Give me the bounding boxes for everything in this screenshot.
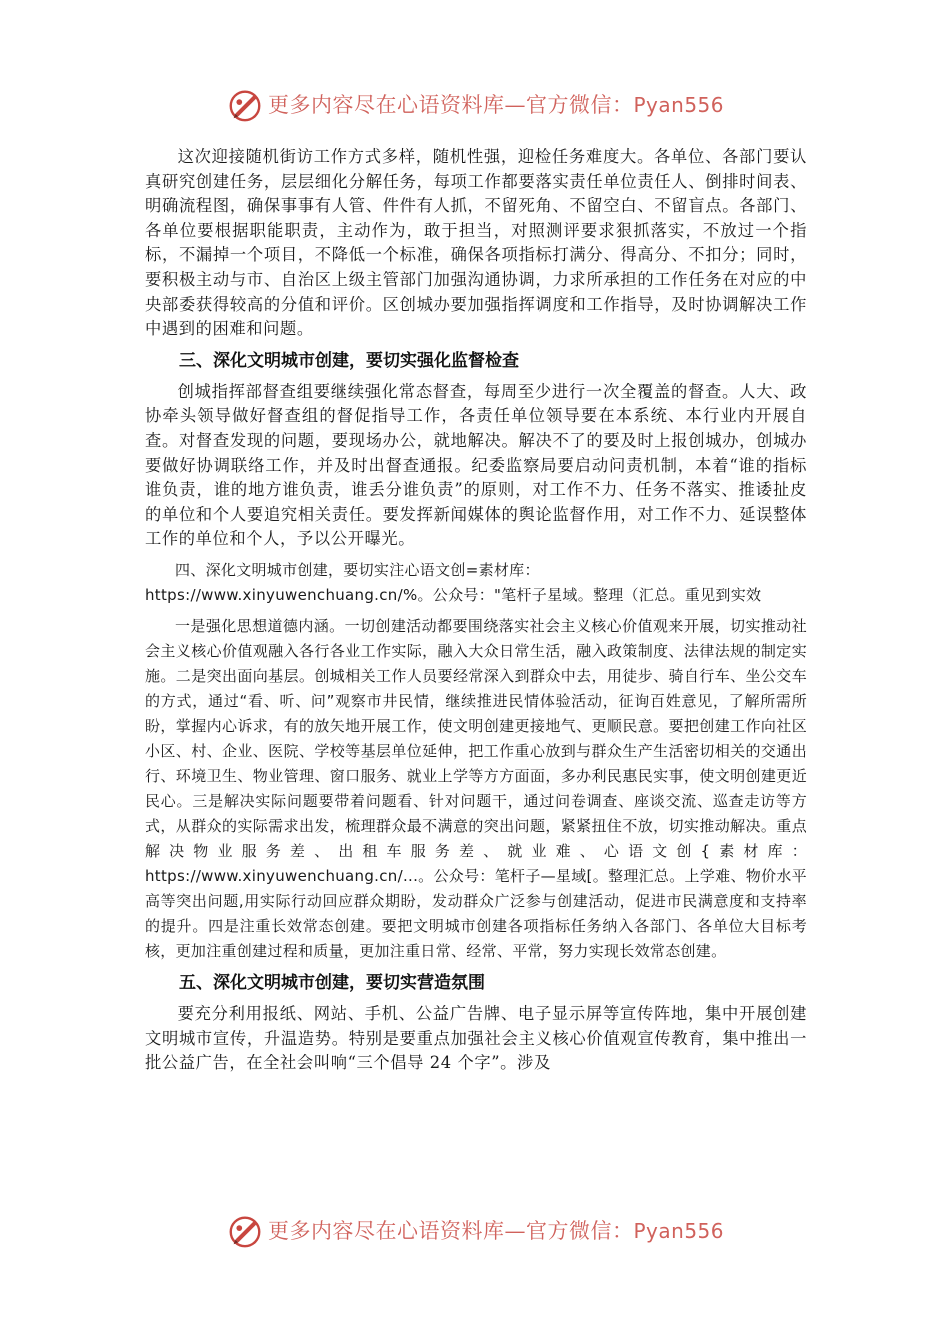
footer-banner	[226, 1210, 726, 1250]
pen-logo-icon	[226, 85, 264, 123]
banner-text: 更多内容尽在心语资料库—官方微信：Pyan556	[268, 93, 725, 117]
paragraph: 创城指挥部督查组要继续强化常态督查，每周至少进行一次全覆盖的督查。人大、政协牵头领导做好督查组的督促指导工作，各责任单位领导要在本系统、本行业内开展自查。对督查发现的问题，要现场办公，就地解决。解决不了的要及时上报创城办，创城办要做好协调联络工作，并及时出督查通报。纪委监察局要启动问责机制，本着“谁的指标谁负责，谁的地方谁负责，谁丢分谁负责”的原则，对工作不力、任务不落实、推诿扯皮的单位和个人要追究相关责任。要发挥新闻媒体的舆论监督作用，对工作不力、延误整体工作的单位和个人，予以公开曝光。	[145, 381, 807, 549]
section-heading: 三、深化文明城市创建，要切实强化监督检查	[179, 350, 519, 371]
paragraph: 这次迎接随机街访工作方式多样，随机性强，迎检任务难度大。各单位、各部门要认真研究创建任务，层层细化分解任务，每项工作都要落实责任单位责任人、倒排时间表、明确流程图，确保事事有人管、件件有人抓，不留死角、不留空白、不留盲点。各部门、各单位要根据职能职责，主动作为，敢于担当，对照测评要求狠抓落实，不放过一个指标，不漏掉一个项目，不降低一个标准，确保各项指标打满分、得高分、不扣分；同时，要积极主动与市、自治区上级主管部门加强沟通协调，力求所承担的工作任务在对应的中央部委获得较高的分值和评价。区创城办要加强指挥调度和工作指导，及时协调解决工作中遇到的困难和问题。	[145, 147, 807, 339]
document-body	[145, 145, 807, 1076]
header-banner	[226, 84, 726, 124]
paragraph: 要充分利用报纸、网站、手机、公益广告牌、电子显示屏等宣传阵地，集中开展创建文明城市宣传，升温造势。特别是要重点加强社会主义核心价值观宣传教育，集中推出一批公益广告，在全社会叫响“三个倡导 24 个字”。涉及	[145, 1003, 807, 1073]
section-heading: 五、深化文明城市创建，要切实营造氛围	[179, 972, 485, 993]
section-heading: 四、深化文明城市创建，要切实注心语文创=素材库：https://www.xinyuwenchuang.cn/%。公众号："笔杆子星域。整理（汇总。重见到实效	[145, 560, 762, 604]
paragraph: 一是强化思想道德内涵。一切创建活动都要围绕落实社会主义核心价值观来开展，切实推动社会主义核心价值观融入各行各业工作实际，融入大众日常生活，融入政策制度、法律法规的制定实施。二是突出面向基层。创城相关工作人员要经常深入到群众中去，用徒步、骑自行车、坐公交车的方式，通过“看、听、问”观察市井民情，继续推进民情体验活动，征询百姓意见，了解所需所盼，掌握内心诉求，有的放矢地开展工作，使文明创建更接地气、更顺民意。要把创建工作向社区小区、村、企业、医院、学校等基层单位延伸，把工作重心放到与群众生产生活密切相关的交通出行、环境卫生、物业管理、窗口服务、就业上学等方方面面，多办利民惠民实事，使文明创建更近民心。三是解决实际问题要带着问题看、针对问题干，通过问卷调查、座谈交流、巡查走访等方式，从群众的实际需求出发，梳理群众最不满意的突出问题，紧紧扭住不放，切实推动解决。重点解决物业服务差、出租车服务差、就业难、心语文创{素材库：https://www.xinyuwenchuang.cn/...。公众号：笔杆子—星域[。整理汇总。上学难、物价水平高等突出问题,用实际行动回应群众期盼，发动群众广泛参与创建活动，促进市民满意度和支持率的提升。四是注重长效常态创建。要把文明城市创建各项指标任务纳入各部门、各单位大目标考核，更加注重创建过程和质量，更加注重日常、经常、平常，努力实现长效常态创建。	[145, 616, 807, 960]
pen-logo-icon	[226, 1211, 264, 1249]
banner-text: 更多内容尽在心语资料库—官方微信：Pyan556	[268, 1219, 725, 1243]
